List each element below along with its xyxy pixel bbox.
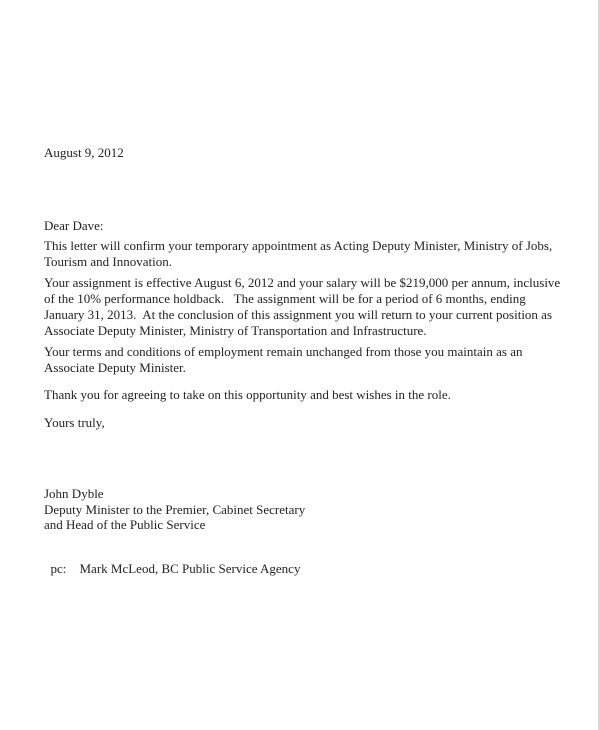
- signatory-title-line-2: and Head of the Public Service: [44, 517, 206, 532]
- paragraph-4: Thank you for agreeing to take on this opportunity and best wishes in the role.: [44, 387, 451, 402]
- pc-label: pc:: [50, 561, 67, 576]
- paragraph-2-line-3: January 31, 2013. At the conclusion of this assignment you will return to your current position as: [44, 307, 553, 322]
- paragraph-1-line-2: Tourism and Innovation.: [44, 254, 172, 269]
- letter-date: August 9, 2012: [44, 145, 124, 160]
- pc-line: [44, 545, 300, 577]
- signatory-name: John Dyble: [44, 486, 104, 501]
- paragraph-2-line-4: Associate Deputy Minister, Ministry of Transportation and Infrastructure.: [44, 323, 427, 338]
- pc-value: Mark McLeod, BC Public Service Agency: [79, 561, 301, 576]
- paragraph-2-line-2: of the 10% performance holdback. The assignment will be for a period of 6 months, ending: [44, 291, 526, 306]
- signatory-title-line-1: Deputy Minister to the Premier, Cabinet Secretary: [44, 502, 306, 517]
- paragraph-3-line-1: Your terms and conditions of employment remain unchanged from those you maintain as an: [44, 344, 523, 359]
- paragraph-1-line-1: This letter will confirm your temporary appointment as Acting Deputy Minister, Ministry of Jobs,: [44, 238, 553, 253]
- salutation: Dear Dave:: [44, 218, 104, 233]
- closing: Yours truly,: [44, 415, 105, 430]
- paragraph-2-line-1: Your assignment is effective August 6, 2012 and your salary will be $219,000 per annum, inclusive: [44, 275, 561, 290]
- paragraph-3-line-2: Associate Deputy Minister.: [44, 360, 186, 375]
